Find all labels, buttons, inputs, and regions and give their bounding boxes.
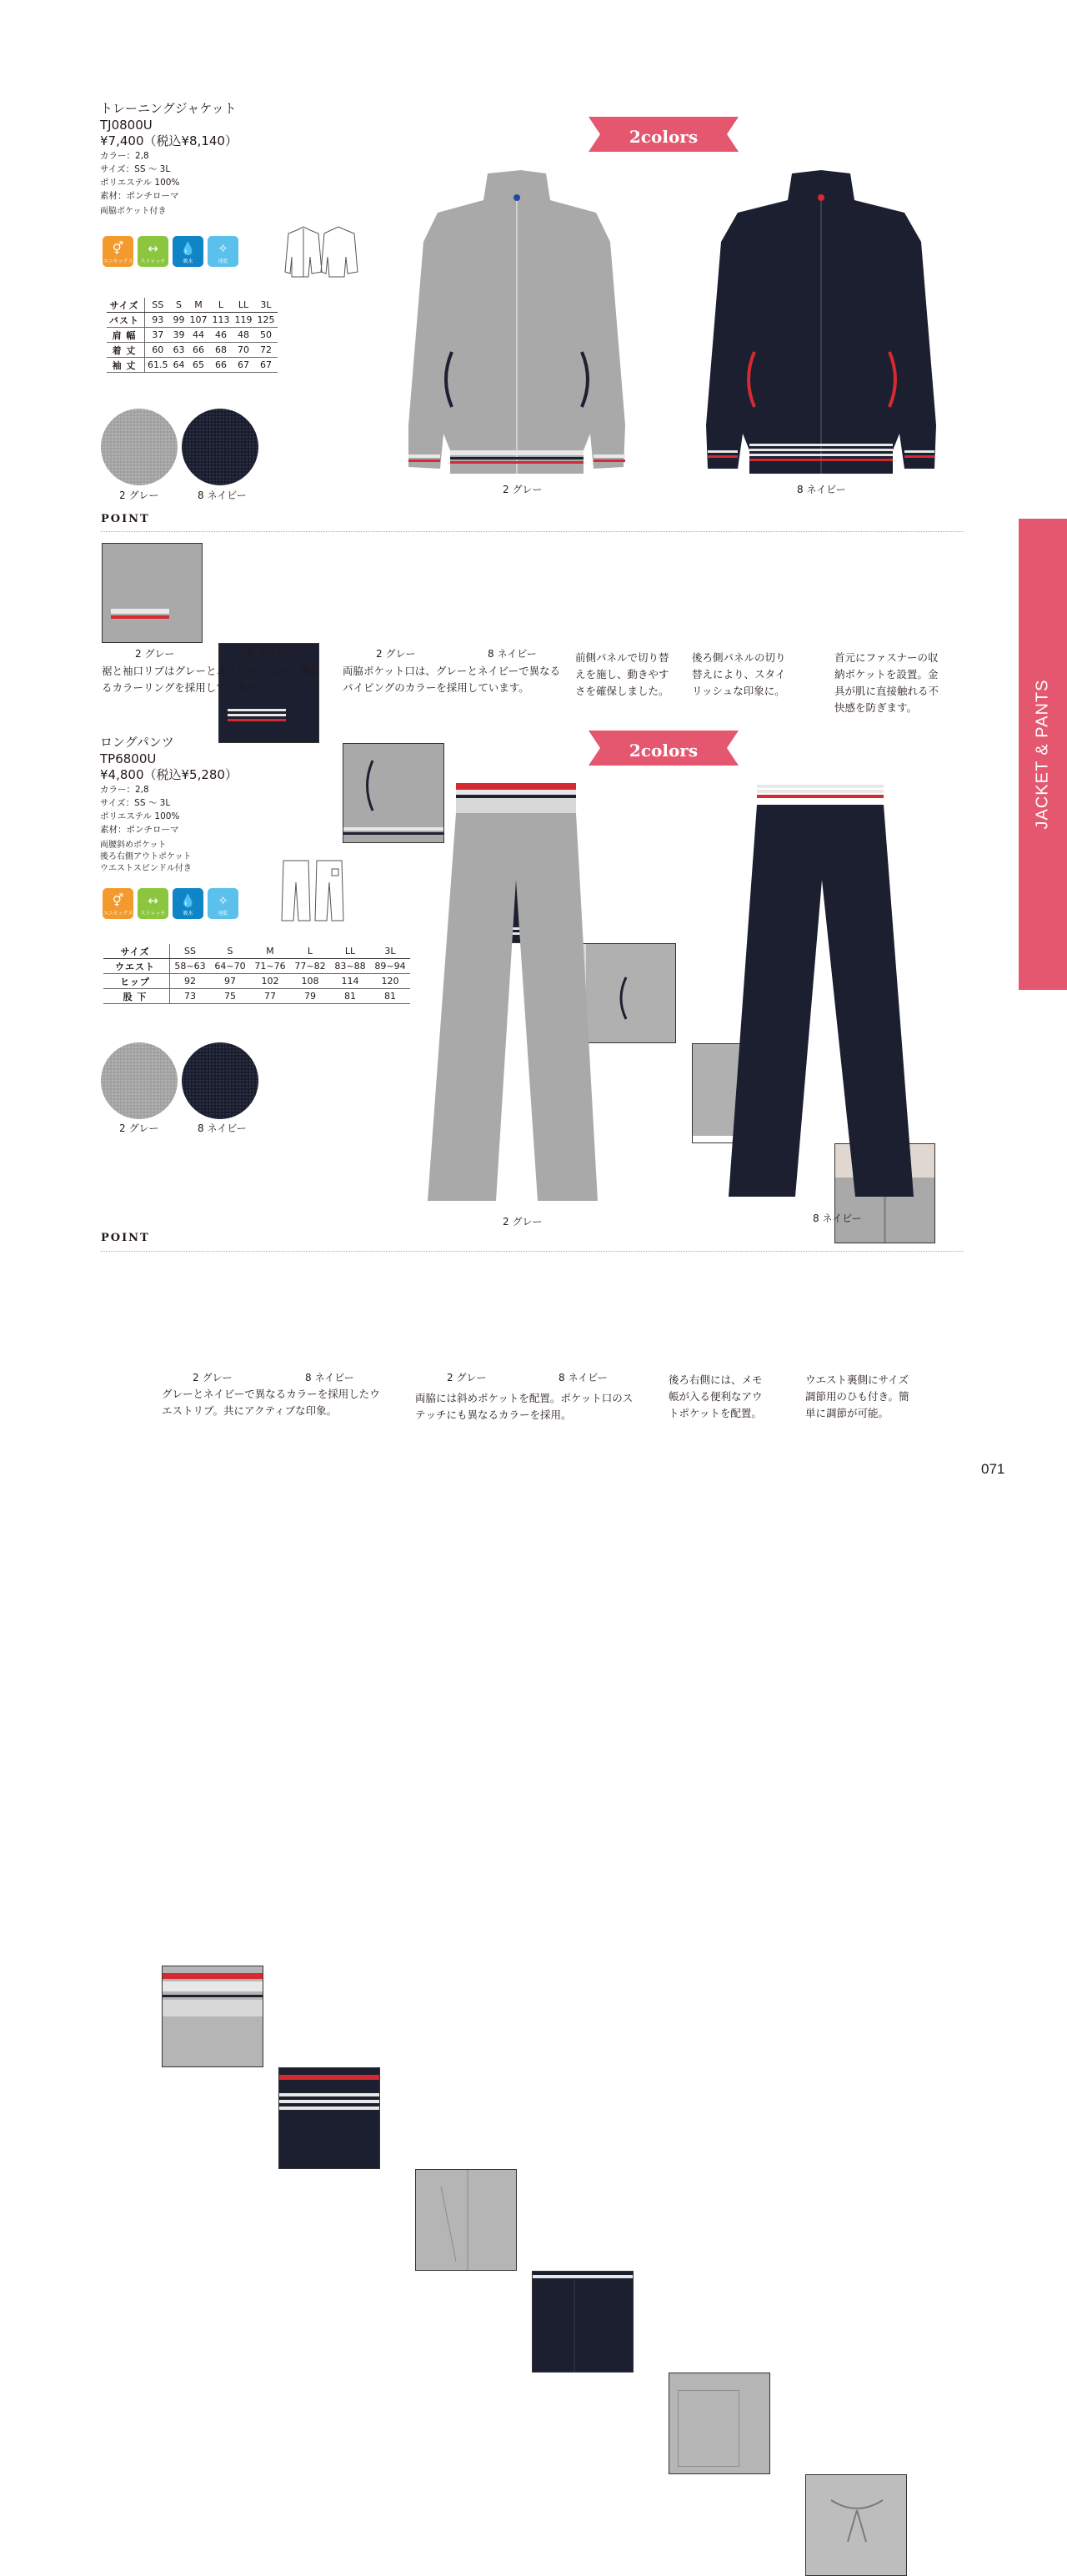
absorb-badge: 💧 吸水 (173, 888, 203, 919)
swatch-navy-label: 8 ネイビー (198, 490, 247, 501)
pants-gray-photo (421, 780, 604, 1209)
jacket-meta (100, 149, 179, 218)
jacket-price: ¥7,400（税込¥8,140） (100, 133, 238, 148)
point-photo-back-pocket (669, 2373, 770, 2474)
quick-dry-icon: ✧ (218, 241, 228, 256)
pants-price: ¥4,800（税込¥5,280） (100, 767, 238, 782)
two-colors-label: 2colors (629, 741, 699, 761)
absorb-icon: 💧 (180, 241, 196, 256)
absorb-badge: 💧 吸水 (173, 236, 203, 267)
point-description-back-panel: 後ろ側パネルの切り替えにより、スタイリッシュな印象に。 (692, 651, 786, 697)
two-colors-ribbon (589, 117, 739, 152)
table-row: 袖 丈 61.5 64 65 66 67 67 (107, 358, 278, 373)
point-caption-navy: 8 ネイビー (248, 648, 297, 660)
point-caption-gray: 2 グレー (135, 648, 175, 660)
point-photo-side-pocket-gray (415, 2169, 517, 2271)
point-caption-navy: 8 ネイビー (305, 1372, 354, 1383)
table-row: ヒップ 92 97 102 108 114 120 (103, 974, 410, 989)
table-row: 肩 幅 37 39 44 46 48 50 (107, 328, 278, 343)
stretch-icon: ↔ (148, 241, 158, 256)
stretch-badge: ↔ ストレッチ (138, 236, 168, 267)
swatch-gray-label: 2 グレー (119, 1122, 159, 1134)
quick-dry-badge: ✧ 速乾 (208, 236, 238, 267)
pants-point-title: POINT (101, 1232, 150, 1244)
pants-meta-material: 素材：ポンチローマ (100, 825, 179, 835)
pants-code: TP6800U (100, 751, 157, 766)
pants-feature-badges (103, 888, 238, 919)
point-caption-navy: 8 ネイビー (488, 648, 537, 660)
table-row: ウエスト 58~63 64~70 71~76 77~82 83~88 89~94 (103, 959, 410, 974)
jacket-navy-photo (671, 167, 971, 484)
jacket-navy-photo-label: 8 ネイビー (797, 484, 846, 495)
point-photo-waist-navy (278, 2067, 380, 2169)
point-caption-gray: 2 グレー (447, 1372, 487, 1383)
pants-navy-photo (725, 780, 917, 1201)
point-description-waist-cord: ウエスト裏側にサイズ調節用のひも付き。簡単に調節が可能。 (805, 1373, 909, 1419)
category-side-tab (1019, 519, 1067, 990)
pants-gray-photo-label: 2 グレー (503, 1216, 543, 1228)
point-photo-cuff-gray (102, 543, 203, 643)
jacket-meta-fabric: ポリエステル 100% (100, 178, 180, 188)
pants-meta-size: サイズ：SS ～ 3L (100, 798, 171, 808)
point-description-cuff: 裾と袖口リブはグレーとネイビーによって異なるカラーリングを採用しています。 (102, 665, 320, 694)
table-row: バスト 93 99 107 113 119 125 (107, 313, 278, 328)
swatch-gray (101, 409, 178, 485)
pants-meta-fabric: ポリエステル 100% (100, 811, 180, 821)
point-description-pocket: 両脇ポケット口は、グレーとネイビーで異なるパイピングのカラーを採用しています。 (343, 665, 561, 694)
swatch-navy (182, 409, 258, 485)
absorb-icon: 💧 (180, 893, 196, 908)
swatch-navy-label: 8 ネイビー (198, 1122, 247, 1134)
unisex-icon: ⚥ (112, 241, 124, 256)
point-caption-navy: 8 ネイビー (559, 1372, 608, 1383)
divider (101, 1251, 964, 1252)
pants-navy-photo-label: 8 ネイビー (813, 1213, 862, 1224)
two-colors-ribbon (589, 731, 739, 766)
point-description-waist-rib: グレーとネイビーで異なるカラーを採用したウエストリブ。共にアクティブな印象。 (162, 1388, 380, 1417)
jacket-title: トレーニングジャケット (100, 101, 237, 116)
pants-extra: 両腰斜めポケット 後ろ右側アウトポケット ウエストスピンドル付き (100, 841, 192, 873)
stretch-badge: ↔ ストレッチ (138, 888, 168, 919)
point-photo-side-pocket-navy (532, 2271, 634, 2373)
point-description-front-panel: 前側パネルで切り替えを施し、動きやすさを確保しました。 (575, 651, 669, 697)
pants-meta-color: カラー：2,8 (100, 785, 149, 795)
stretch-icon: ↔ (148, 893, 158, 908)
quick-dry-icon: ✧ (218, 893, 228, 908)
jacket-extra: 両脇ポケット付き (100, 207, 167, 216)
table-row: 着 丈 60 63 66 68 70 72 (107, 343, 278, 358)
swatch-navy (182, 1042, 258, 1119)
jacket-gray-photo (375, 167, 659, 484)
pants-title: ロングパンツ (100, 735, 174, 750)
jacket-meta-material: 素材：ポンチローマ (100, 191, 179, 201)
jacket-flat-sketch (283, 223, 363, 282)
category-side-tab-label: JACKET & PANTS (1033, 679, 1052, 830)
unisex-badge: ⚥ ユニセックス (103, 236, 133, 267)
point-description-back-pocket: 後ろ右側には、メモ帳が入る便利なアウトポケットを配置。 (669, 1373, 763, 1419)
point-photo-waist-gray (162, 1966, 263, 2067)
pants-flat-sketch (280, 857, 347, 924)
unisex-badge: ⚥ ユニセックス (103, 888, 133, 919)
swatch-gray (101, 1042, 178, 1119)
jacket-code: TJ0800U (100, 118, 153, 133)
jacket-point-title: POINT (101, 513, 150, 525)
table-header-row: サイズ SS S M L LL 3L (103, 944, 410, 959)
jacket-gray-photo-label: 2 グレー (503, 484, 543, 495)
jacket-feature-badges (103, 236, 238, 267)
jacket-meta-color: カラー：2,8 (100, 151, 149, 161)
swatch-gray-label: 2 グレー (119, 490, 159, 501)
pants-size-table (103, 944, 410, 1004)
point-photo-waist-cord (805, 2474, 907, 2576)
divider (101, 531, 964, 532)
point-caption-gray: 2 グレー (376, 648, 416, 660)
two-colors-label: 2colors (629, 127, 699, 147)
point-description-collar: 首元にファスナーの収納ポケットを設置。金具が肌に直接触れる不快感を防ぎます。 (834, 651, 939, 714)
table-header-row: サイズ SS S M L LL 3L (107, 298, 278, 313)
unisex-icon: ⚥ (112, 893, 124, 908)
jacket-meta-size: サイズ：SS ～ 3L (100, 164, 171, 174)
page-number: 071 (981, 1461, 1005, 1477)
table-row: 股 下 73 75 77 79 81 81 (103, 989, 410, 1004)
quick-dry-badge: ✧ 速乾 (208, 888, 238, 919)
point-description-side-pocket: 両脇には斜めポケットを配置。ポケット口のステッチにも異なるカラーを採用。 (415, 1392, 634, 1421)
point-caption-gray: 2 グレー (193, 1372, 233, 1383)
pants-meta (100, 783, 192, 875)
jacket-size-table (107, 298, 278, 373)
